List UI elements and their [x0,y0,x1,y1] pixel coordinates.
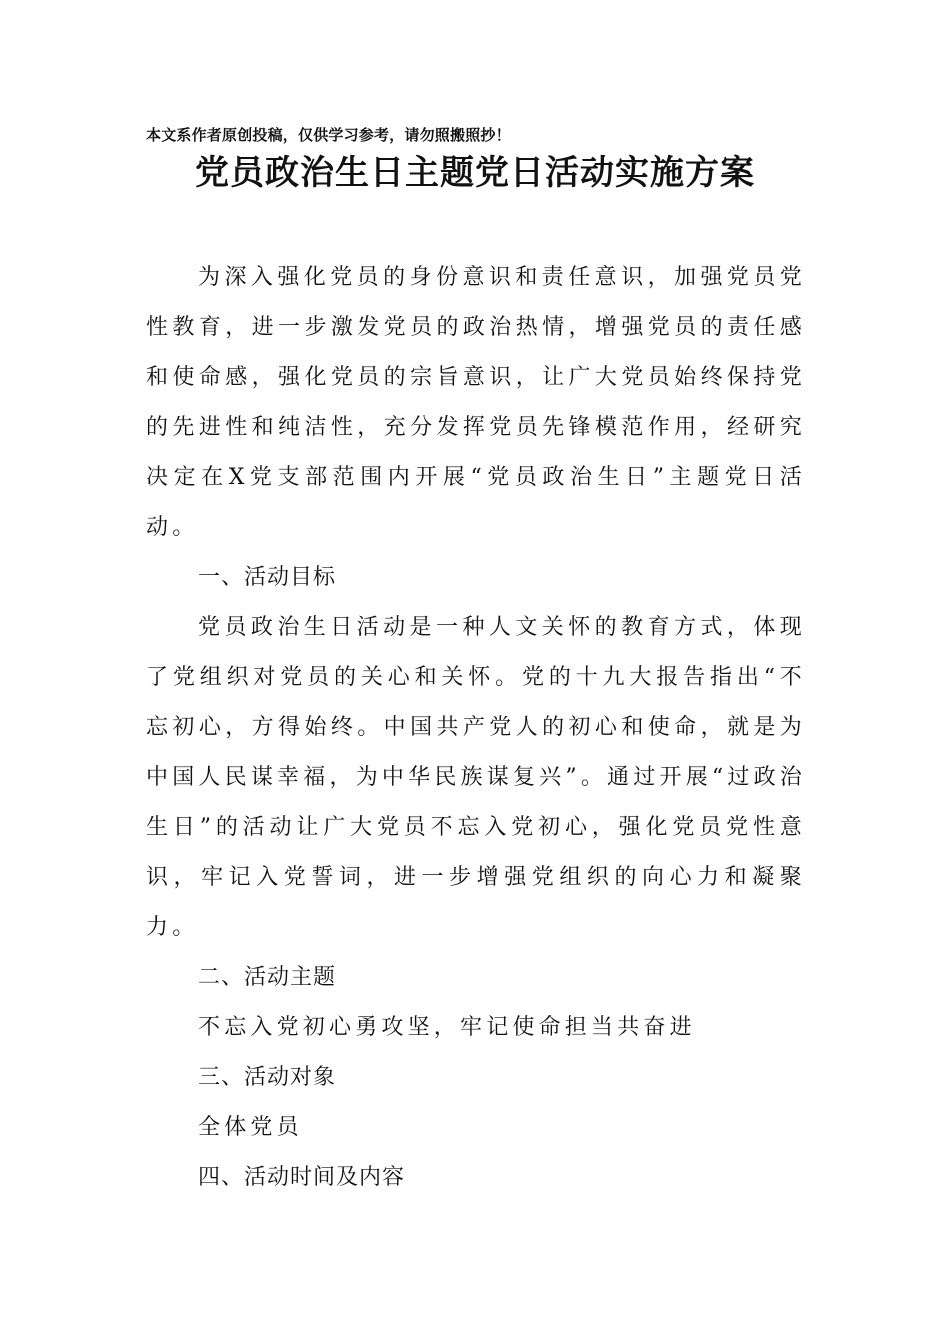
intro-paragraph: 为深入强化党员的身份意识和责任意识，加强党员党性教育，进一步激发党员的政治热情，增强党员的责任感和使命感，强化党员的宗旨意识，让广大党员始终保持党的先进性和纯洁性，充分发挥党员先锋模范作用，经研究决定在X党支部范围内开展“党员政治生日”主题党日活动。 [146,265,806,540]
section-text-goal: 党员政治生日活动是一种人文关怀的教育方式，体现了党组织对党员的关心和关怀。党的十九大报告指出“不忘初心，方得始终。中国共产党人的初心和使命，就是为中国人民谋幸福，为中华民族谋复兴”。通过开展“过政治生日”的活动让广大党员不忘入党初心，强化党员党性意识，牢记入党誓词，进一步增强党组织的向心力和凝聚力。 [146,615,806,940]
section-heading-theme: 二、活动主题 [198,965,337,990]
section-heading-participants: 三、活动对象 [198,1065,337,1090]
document-title: 党员政治生日主题党日活动实施方案 [195,153,755,193]
copyright-notice: 本文系作者原创投稿，仅供学习参考，请勿照搬照抄！ [146,126,511,144]
document-body [146,253,806,1203]
section-text-theme: 不忘入党初心勇攻坚，牢记使命担当共奋进 [198,1015,696,1040]
section-heading-goal: 一、活动目标 [198,565,337,590]
section-text-participants: 全体党员 [198,1115,303,1140]
section-heading-schedule: 四、活动时间及内容 [198,1165,406,1190]
